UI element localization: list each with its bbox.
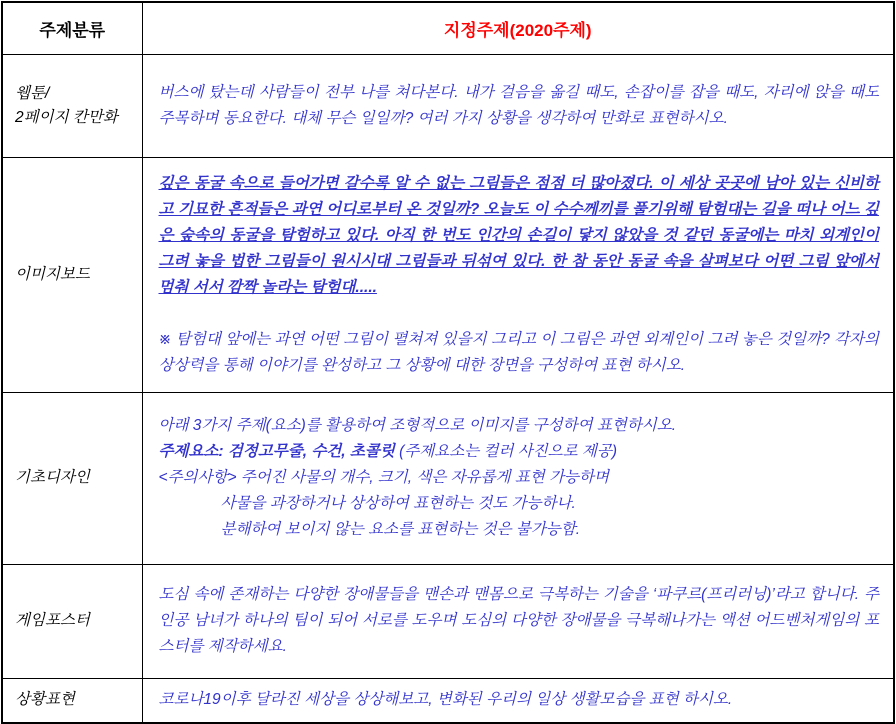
poster-body-cell	[142, 564, 894, 678]
situation-body-text: 코로나19이후 달라진 세상을 상상해보고, 변화된 우리의 일상 생활모습을 표현 하시오.	[158, 691, 733, 709]
design-body-cell	[142, 392, 894, 564]
topic-sheet	[0, 1, 896, 724]
row-webtoon	[2, 54, 894, 157]
design-category-cell	[2, 392, 142, 564]
row-poster	[2, 564, 894, 678]
poster-category-label: 게임포스터	[15, 612, 90, 629]
design-line2-provided: (주제요소는 컬러 사진으로 제공)	[394, 443, 618, 460]
imageboard-category-label: 이미지보드	[15, 265, 90, 283]
situation-category-cell	[2, 678, 142, 723]
header-category-cell	[2, 2, 142, 54]
design-line1: 아래 3가지 주제(요소)를 활용하여 조형적으로 이미지를 구성하여 표현하시오.	[158, 417, 677, 434]
imageboard-body-cell	[142, 157, 894, 392]
row-design	[2, 392, 894, 564]
topic-table	[1, 1, 895, 724]
row-imageboard	[2, 157, 894, 392]
design-line5: 분해하여 보이지 않는 요소를 표현하는 것은 불가능함.	[220, 521, 581, 538]
imageboard-category-cell	[2, 157, 142, 392]
situation-category-label: 상황표현	[15, 691, 75, 709]
webtoon-category-line2: 2페이지 칸만화	[15, 108, 118, 126]
webtoon-body-text: 버스에 탔는데 사람들이 전부 나를 쳐다본다. 내가 걸음을 옮길 때도, 손잡이를 잡을 때도, 자리에 앉을 때도 주목하며 동요한다. 대체 무슨 일일까? 여러 가지 상황을 생각하여 만화로 표현하시오.	[158, 83, 879, 127]
imageboard-note-text: ※ 탐험대 앞에는 과연 어떤 그림이 펼쳐져 있을지 그리고 이 그림은 과연 외계인이 그려 놓은 것일까? 각자의 상상력을 통해 이야기를 완성하고 그 상황에 대한 장면을 구성하여 표현 하시오.	[158, 330, 879, 374]
header-topic-label: 지정주제(2020주제)	[443, 20, 592, 40]
webtoon-category-line1: 웹툰/	[15, 84, 50, 102]
design-line2-elements: 주제요소: 검정고무줄, 수건, 초콜릿	[158, 443, 395, 460]
header-topic-cell	[142, 2, 894, 54]
imageboard-story-text: 깊은 동굴 속으로 들어가면 갈수록 알 수 없는 그림들은 점점 더 많아졌다. 이 세상 곳곳에 남아 있는 신비하고 기묘한 흔적들은 과연 어디로부터 온 것일까? 오늘도 이 수수께끼를 풀기위해 탐험대는 길을 떠나 어느 깊은 숲속의 동굴을 탐험하고 있다. 아직 한 번도 인간의 손길이 닿지 않았을 것 같던 동굴에는 마치 외계인이 그려 놓을 법한 그림들이 원시시대 그림들과 뒤섞여 있다. 한 참 동안 동굴 속을 살펴보다 어떤 그림 앞에서 멈춰 서서 깜짝 놀라는 탐험대.....	[158, 174, 879, 296]
header-row	[2, 2, 894, 54]
webtoon-category-cell	[2, 54, 142, 157]
poster-body-text: 도심 속에 존재하는 다양한 장애물들을 맨손과 맨몸으로 극복하는 기술을 ‘파쿠르(프리러닝)’라고 합니다. 주인공 남녀가 하나의 팀이 되어 서로를 도우며 도심의 다양한 장애물을 극복해나가는 액션 어드벤처게임의 포스터를 제작하세요.	[158, 586, 879, 655]
row-situation	[2, 678, 894, 723]
design-line4: 사물을 과장하거나 상상하여 표현하는 것도 가능하나.	[220, 495, 576, 512]
design-line2	[159, 439, 880, 465]
situation-body-cell	[142, 678, 894, 723]
webtoon-body-cell	[142, 54, 894, 157]
poster-category-cell	[2, 564, 142, 678]
header-category-label: 주제분류	[39, 20, 106, 40]
design-line3: <주의사항> 주어진 사물의 개수, 크기, 색은 자유롭게 표현 가능하며	[158, 469, 609, 486]
design-category-label: 기초디자인	[15, 469, 90, 486]
